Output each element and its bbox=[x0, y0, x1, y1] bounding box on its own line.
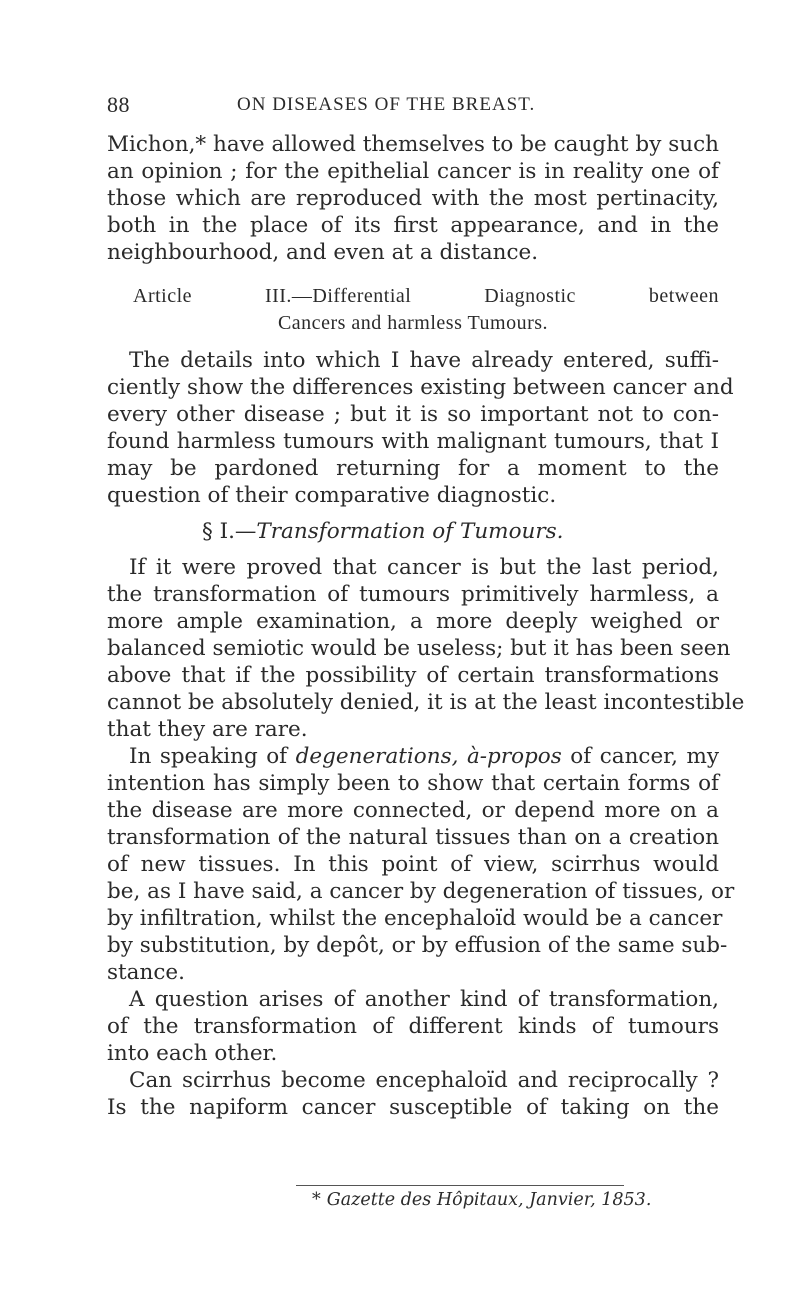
text-line: found harmless tumours with malignant tumours, that I bbox=[107, 429, 719, 454]
section-title: Transformation of Tumours. bbox=[256, 519, 564, 544]
text-line: be, as I have said, a cancer by degeneration of tissues, or bbox=[107, 879, 735, 904]
text-line: A question arises of another kind of transformation, bbox=[129, 987, 719, 1012]
article-heading-cont: Cancers and harmless Tumours. bbox=[277, 312, 549, 334]
text-line: of new tissues. In this point of view, scirrhus would bbox=[107, 852, 719, 877]
text-line: by substitution, by depôt, or by effusion of the same sub- bbox=[107, 933, 728, 958]
text-line: The details into which I have already entered, suffi- bbox=[129, 348, 719, 373]
section-mark: § I.— bbox=[202, 519, 257, 544]
text-line: neighbourhood, and even at a distance. bbox=[107, 240, 539, 265]
text-line: the disease are more connected, or depend more on a bbox=[107, 798, 719, 823]
section-heading bbox=[107, 518, 719, 545]
page-number: 88 bbox=[107, 92, 130, 117]
text-line: every other disease ; but it is so important not to con- bbox=[107, 402, 719, 427]
text-line: stance. bbox=[107, 960, 185, 985]
text-line: of the transformation of different kinds of tumours bbox=[107, 1014, 719, 1039]
text-line: intention has simply been to show that certain forms of bbox=[107, 771, 719, 796]
running-title: ON DISEASES OF THE BREAST. bbox=[237, 94, 536, 115]
text-line: above that if the possibility of certain transformations bbox=[107, 663, 719, 688]
article-heading: Article III.—Differential Diagnostic between bbox=[133, 285, 719, 307]
text-line: more ample examination, a more deeply weighed or bbox=[107, 609, 719, 634]
text-line: that they are rare. bbox=[107, 717, 308, 742]
text-line: into each other. bbox=[107, 1041, 278, 1066]
italic-phrase: degenerations, à-propos bbox=[295, 744, 562, 769]
running-head bbox=[107, 92, 717, 116]
text-line: Michon,* have allowed themselves to be caught by such bbox=[107, 132, 719, 157]
text-line: Is the napiform cancer susceptible of taking on the bbox=[107, 1095, 719, 1120]
text-line: may be pardoned returning for a moment to the bbox=[107, 456, 719, 481]
footnote-mark: * bbox=[312, 1190, 321, 1210]
footnote-text: Gazette des Hôpitaux, Janvier, 1853. bbox=[326, 1190, 652, 1210]
text-line: both in the place of its first appearance, and in the bbox=[107, 213, 719, 238]
footnote bbox=[312, 1190, 651, 1210]
main-text bbox=[107, 131, 745, 1121]
text-line: the transformation of tumours primitively harmless, a bbox=[107, 582, 719, 607]
text-line: transformation of the natural tissues than on a creation bbox=[107, 825, 719, 850]
text-line: question of their comparative diagnostic. bbox=[107, 483, 557, 508]
text-line: If it were proved that cancer is but the last period, bbox=[129, 555, 719, 580]
text-line: an opinion ; for the epithelial cancer is in reality one of bbox=[107, 159, 719, 184]
text-line: Can scirrhus become encephaloïd and reciprocally ? bbox=[129, 1068, 719, 1093]
text-line: ciently show the differences existing between cancer and bbox=[107, 375, 734, 400]
text-line: In speaking of degenerations, à-propos of cancer, my bbox=[129, 744, 719, 769]
text-line: by infiltration, whilst the encephaloïd would be a cancer bbox=[107, 906, 723, 931]
footnote-rule bbox=[296, 1185, 624, 1186]
text-line: those which are reproduced with the most pertinacity, bbox=[107, 186, 719, 211]
text-line: cannot be absolutely denied, it is at the least incontestible bbox=[107, 690, 745, 715]
text-line: balanced semiotic would be useless; but it has been seen bbox=[107, 636, 731, 661]
